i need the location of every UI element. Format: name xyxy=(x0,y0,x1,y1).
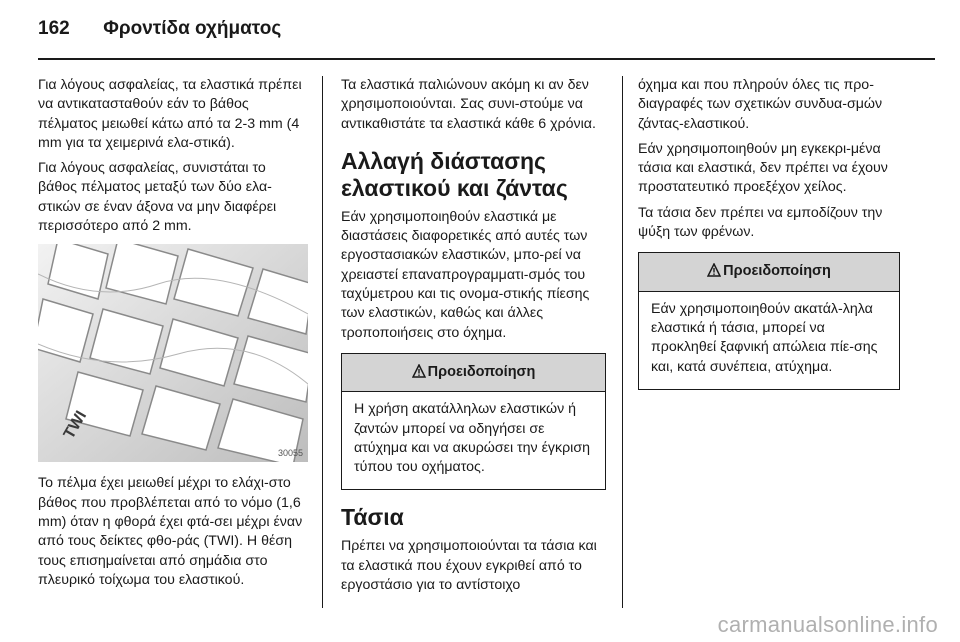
column-divider-2 xyxy=(622,76,623,608)
warning-title: Προειδοποίηση xyxy=(427,363,536,380)
paragraph: Πρέπει να χρησιμοποιούνται τα τάσια και τα ελαστικά που έχουν εγκριθεί από το εργοστάσιο για το αντίστοιχο xyxy=(341,538,597,594)
figure-code: 30055 xyxy=(278,448,304,459)
paragraph: Για λόγους ασφαλείας, συνιστάται το βάθος πέλματος μεταξύ των δύο ελα-στικών σε έναν άξονα να μην διαφέρει περισσότερο από 2 mm. xyxy=(38,160,277,235)
paragraph: όχημα και που πληρούν όλες τις προ-διαγραφές των σχετικών συνδυα-σμών ζάντας-ελαστικού. xyxy=(638,77,883,132)
warning-header xyxy=(342,354,605,392)
paragraph: Το πέλμα έχει μειωθεί μέχρι το ελάχι-στο βάθος που προβλέπεται από το νόμο (1,6 mm) όταν η φθορά έχει φτά-σει μέχρι έναν από τους δείκτες φθο-ράς (TWI). Η θέση τους επισημαίνεται από σημάδια στο πλευρικό τοίχωμα του ελαστικού. xyxy=(38,475,303,588)
tire-tread-illustration xyxy=(38,244,308,462)
page-title: Φροντίδα οχήματος xyxy=(103,18,282,39)
column-3 xyxy=(638,76,900,402)
warning-text: Η χρήση ακατάλληλων ελαστικών ή ζαντών μπορεί να οδηγήσει σε ατύχημα και να ακυρώσει την έγκριση τύπου του οχήματος. xyxy=(354,401,590,476)
column-divider-1 xyxy=(322,76,323,608)
paragraph: Εάν χρησιμοποιηθούν ελαστικά με διαστάσεις διαφορετικές από αυτές των εργοστασιακών ελαστικών, μπο-ρεί να χρειαστεί επαναπρογραμματι-σμός του ταχύμετρου και τις ονομα-στικής πίεσης των ελαστικών, καθώς και άλλες τροποποιήσεις στο όχημα. xyxy=(341,208,590,341)
header-divider xyxy=(38,58,935,60)
warning-header xyxy=(639,253,899,291)
watermark: carmanualsonline.info xyxy=(717,612,938,637)
twi-label: TWI xyxy=(60,408,91,443)
page-header xyxy=(38,18,281,40)
paragraph: Εάν χρησιμοποιηθούν μη εγκεκρι-μένα τάσια και ελαστικά, δεν πρέπει να έχουν προστατευτικό προεξέχον χείλος. xyxy=(638,140,888,196)
paragraph: Τα τάσια δεν πρέπει να εμποδίζουν την ψύξη των φρένων. xyxy=(638,204,883,241)
warning-icon xyxy=(707,263,721,277)
column-1 xyxy=(38,76,308,596)
column-2 xyxy=(341,76,606,601)
paragraph: Για λόγους ασφαλείας, τα ελαστικά πρέπει να αντικατασταθούν εάν το βάθος πέλματος μειωθεί κάτω από τα 2-3 mm (4 mm για τα χειμερινά ελα-στικά). xyxy=(38,77,302,151)
warning-box xyxy=(341,353,606,490)
warning-icon xyxy=(412,364,426,378)
warning-box xyxy=(638,252,900,389)
section-heading: Αλλαγή διάστασης ελαστικού και ζάντας xyxy=(341,147,568,201)
warning-title: Προειδοποίηση xyxy=(723,263,831,280)
warning-text: Εάν χρησιμοποιηθούν ακατάλ-ληλα ελαστικά ή τάσια, μπορεί να προκληθεί ξαφνική απώλεια πίε-σης και, κατά συνέπεια, ατύχημα. xyxy=(651,300,878,375)
page-number: 162 xyxy=(38,18,70,39)
paragraph: Τα ελαστικά παλιώνουν ακόμη κι αν δεν χρησιμοποιούνται. Σας συνι-στούμε να αντικαθιστάτε τα ελαστικά κάθε 6 χρόνια. xyxy=(341,77,596,132)
section-heading: Τάσια xyxy=(341,504,404,531)
